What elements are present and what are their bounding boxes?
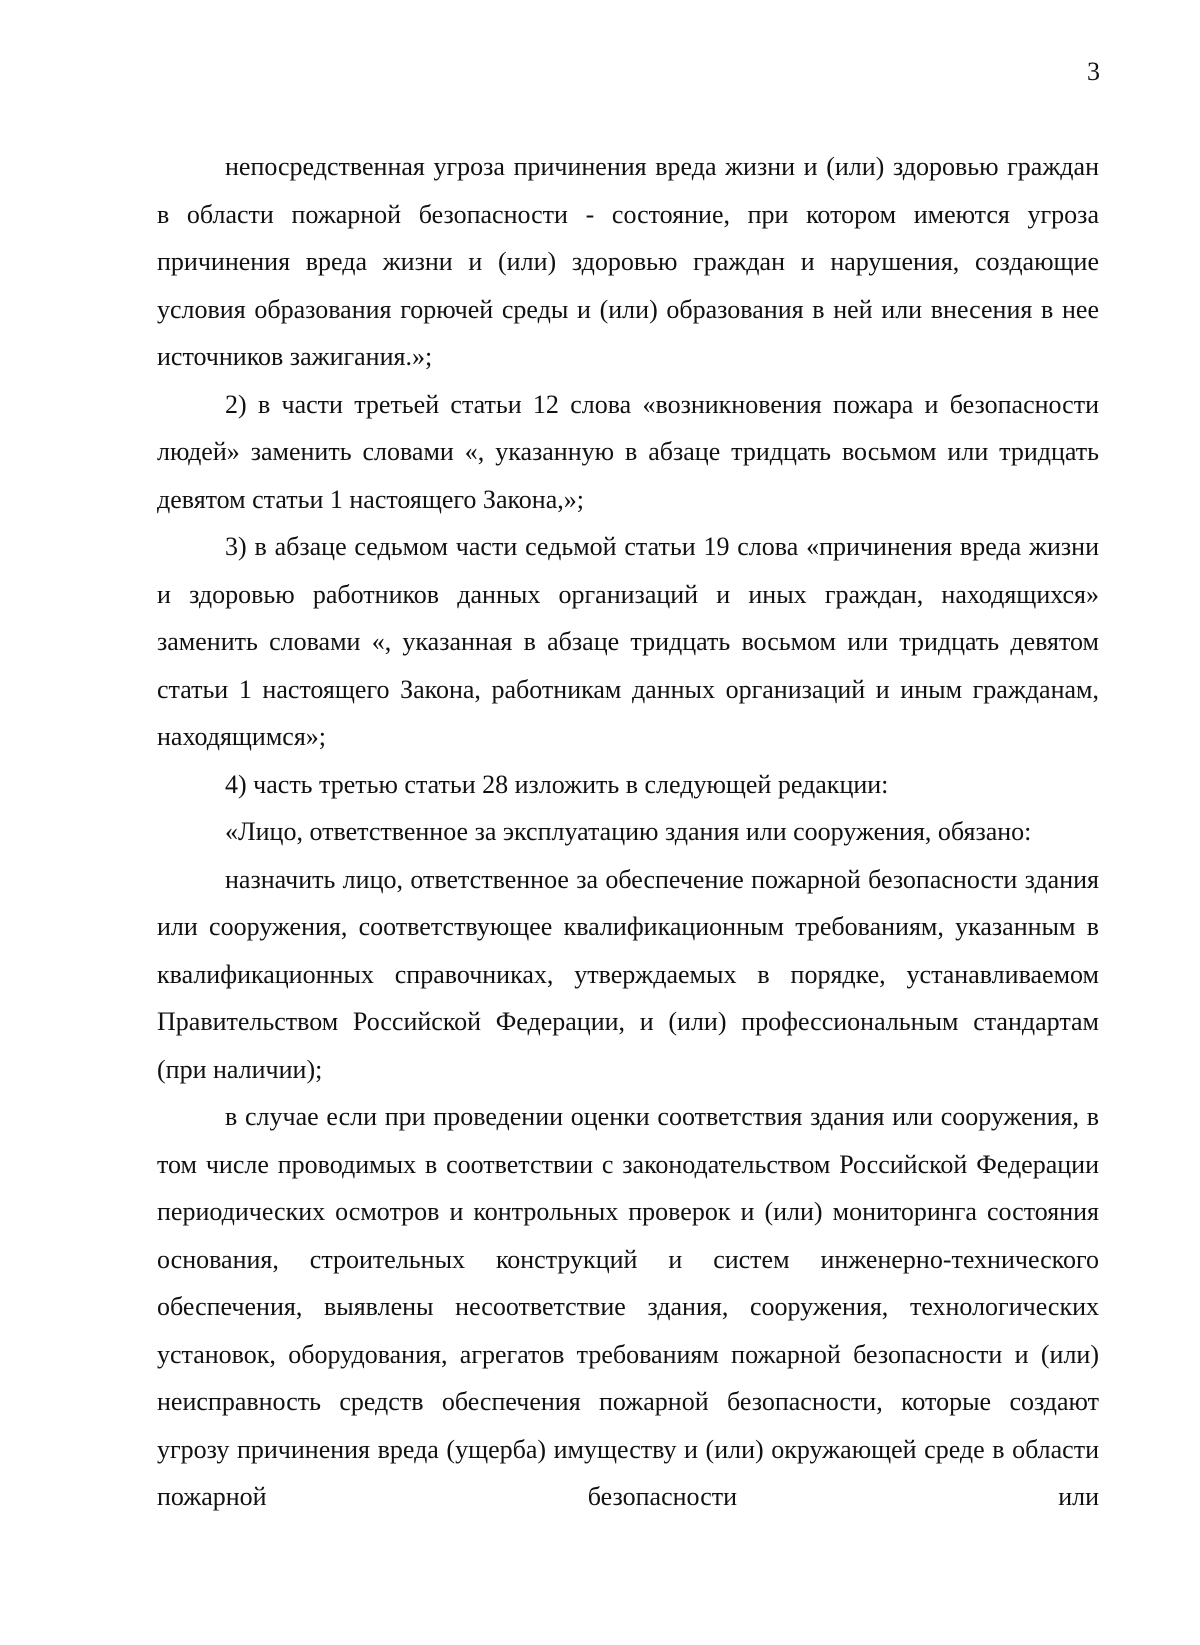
paragraph-assessment-case: в случае если при проведении оценки соответствия здания или сооружения, в том числе проводимых в соответствии с законодательством Российской Федерации периодических осмотров и контрольных проверок и (или) мониторинга состояния основания, строительных конструкций и систем инженерно-технического обеспечения, выявлены несоответствие здания, сооружения, технологических установок, оборудования, агрегатов требованиям пожарной безопасности и (или) неисправность средств обеспечения пожарной безопасности, которые создают угрозу причинения вреда (ущерба) имуществу и (или) окружающей среде в области пожарной безопасности или [157, 1102, 1099, 1511]
paragraph-definition: непосредственная угроза причинения вреда жизни и (или) здоровью граждан в области пожарной безопасности - состояние, при котором имеются угроза причинения вреда жизни и (или) здоровью граждан и нарушения, создающие условия образования горючей среды и (или) образования в ней или внесения в нее источников зажигания.»; [157, 152, 1099, 371]
paragraph-item-2: 2) в части третьей статьи 12 слова «возникновения пожара и безопасности людей» заменить словами «, указанную в абзаце тридцать восьмом или тридцать девятом статьи 1 настоящего Закона,»; [157, 389, 1099, 514]
paragraph-item-4: 4) часть третью статьи 28 изложить в следующей редакции: [225, 769, 889, 799]
page-number: 3 [1087, 57, 1100, 86]
document-body [157, 143, 1099, 1521]
paragraph-quote-start: «Лицо, ответственное за эксплуатацию здания или сооружения, обязано: [225, 817, 1032, 846]
paragraph-appoint-person: назначить лицо, ответственное за обеспечение пожарной безопасности здания или сооружения, соответствующее квалификационным требованиям, указанным в квалификационных справочниках, утверждаемых в порядке, устанавливаемом Правительством Российской Федерации, и (или) профессиональным стандартам (при наличии); [157, 864, 1099, 1084]
paragraph-item-3: 3) в абзаце седьмом части седьмой статьи 19 слова «причинения вреда жизни и здоровью работников данных организаций и иных граждан, находящихся» заменить словами «, указанная в абзаце тридцать восьмом или тридцать девятом статьи 1 настоящего Закона, работникам данных организаций и иным гражданам, находящимся»; [157, 532, 1099, 751]
